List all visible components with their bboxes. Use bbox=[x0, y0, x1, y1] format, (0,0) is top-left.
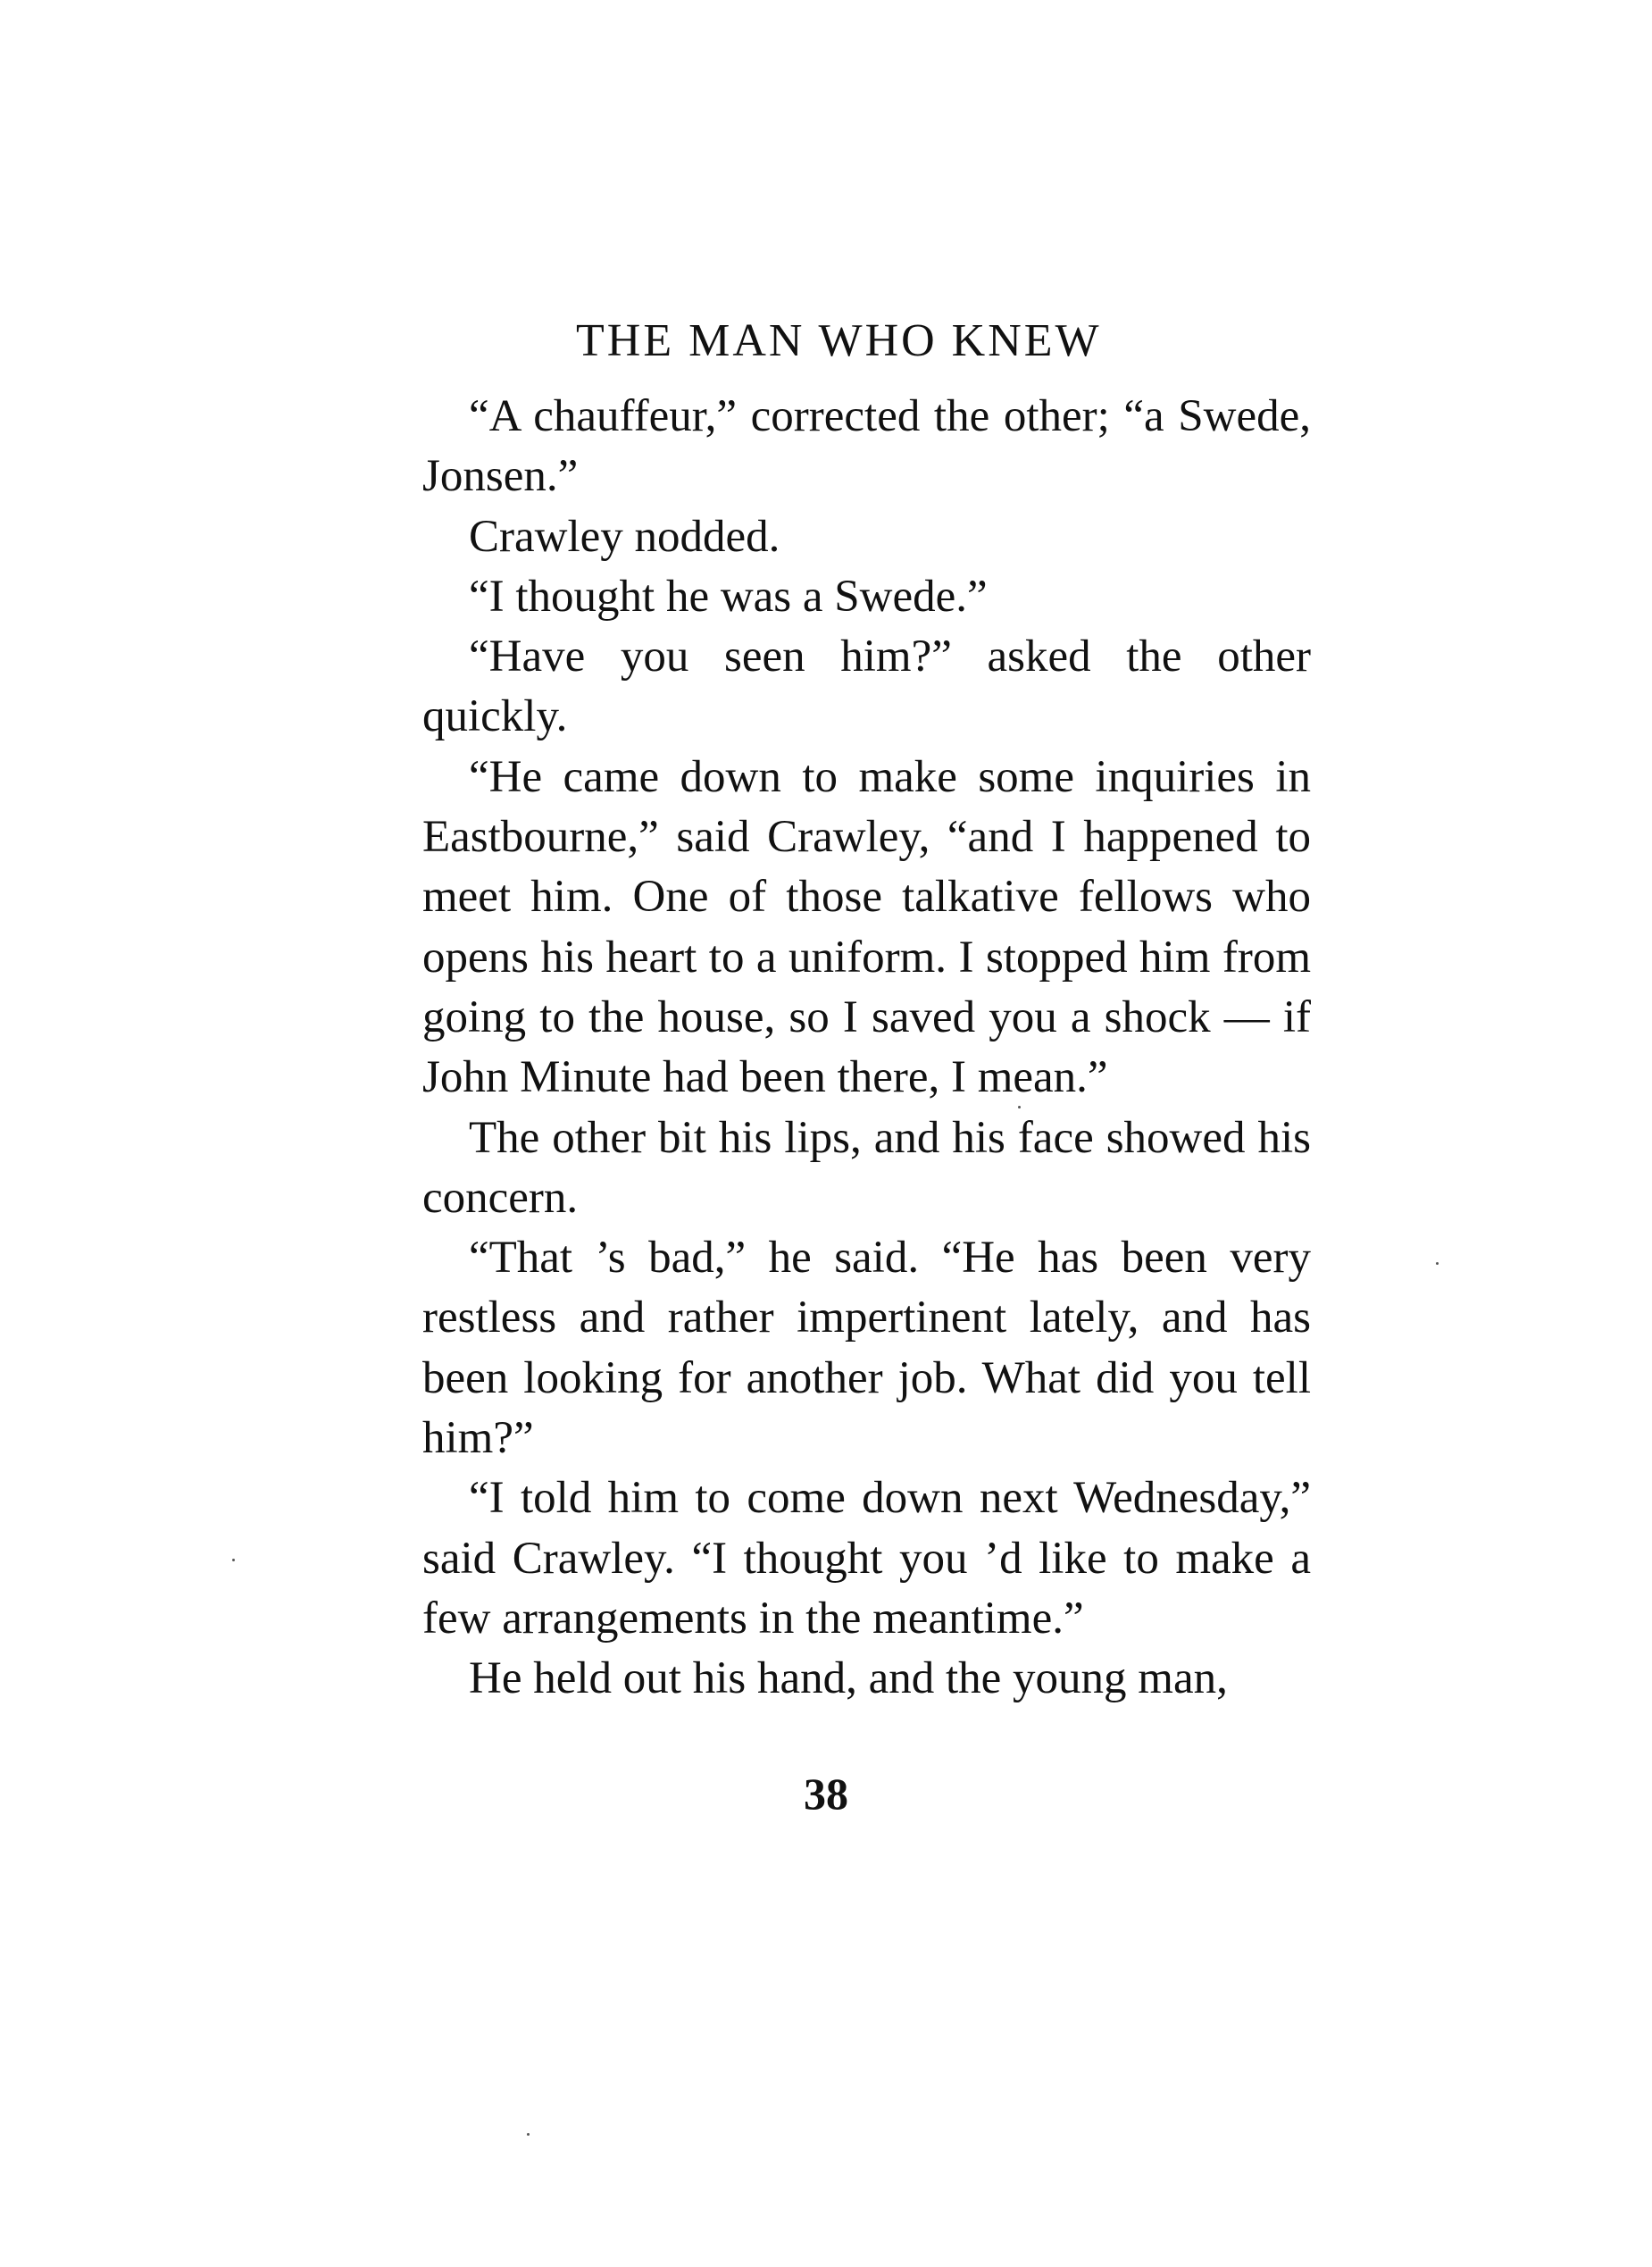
paragraph-4: “Have you seen him?” asked the other quickly. bbox=[422, 632, 1311, 742]
paragraph-5: “He came down to make some inquiries in Eastbourne,” said Crawley, “and I happened to meet him. One of those talkative fellows who opens his heart to a uniform. I stopped him from going to the house, so I saved you a shock — if John Minute had been there, I mean.” bbox=[422, 751, 1311, 1103]
paragraph-3: “I thought he was a Swede.” bbox=[469, 571, 988, 622]
paragraph-6: The other bit his lips, and his face showed his concern. bbox=[422, 1112, 1311, 1223]
paragraph-1: “A chauffeur,” corrected the other; “a Swede, Jonsen.” bbox=[422, 391, 1311, 502]
paragraph-2: Crawley nodded. bbox=[469, 511, 780, 562]
paragraph-9: He held out his hand, and the young man, bbox=[469, 1653, 1228, 1704]
paragraph-7: “That ’s bad,” he said. “He has been very restless and rather impertinent lately, and has been looking for another job. What did you tell him?” bbox=[422, 1233, 1311, 1464]
page-number: 38 bbox=[804, 1769, 848, 1819]
scan-speck bbox=[232, 1559, 235, 1561]
running-head: THE MAN WHO KNEW bbox=[576, 315, 1102, 366]
paragraph-8: “I told him to come down next Wednesday,” said Crawley. “I thought you ’d like to make a few arrangements in the meantime.” bbox=[422, 1473, 1311, 1644]
scan-speck bbox=[1436, 1262, 1439, 1265]
scan-speck bbox=[1018, 1106, 1021, 1108]
scan-speck bbox=[527, 2133, 530, 2136]
body-text bbox=[422, 387, 1311, 1710]
